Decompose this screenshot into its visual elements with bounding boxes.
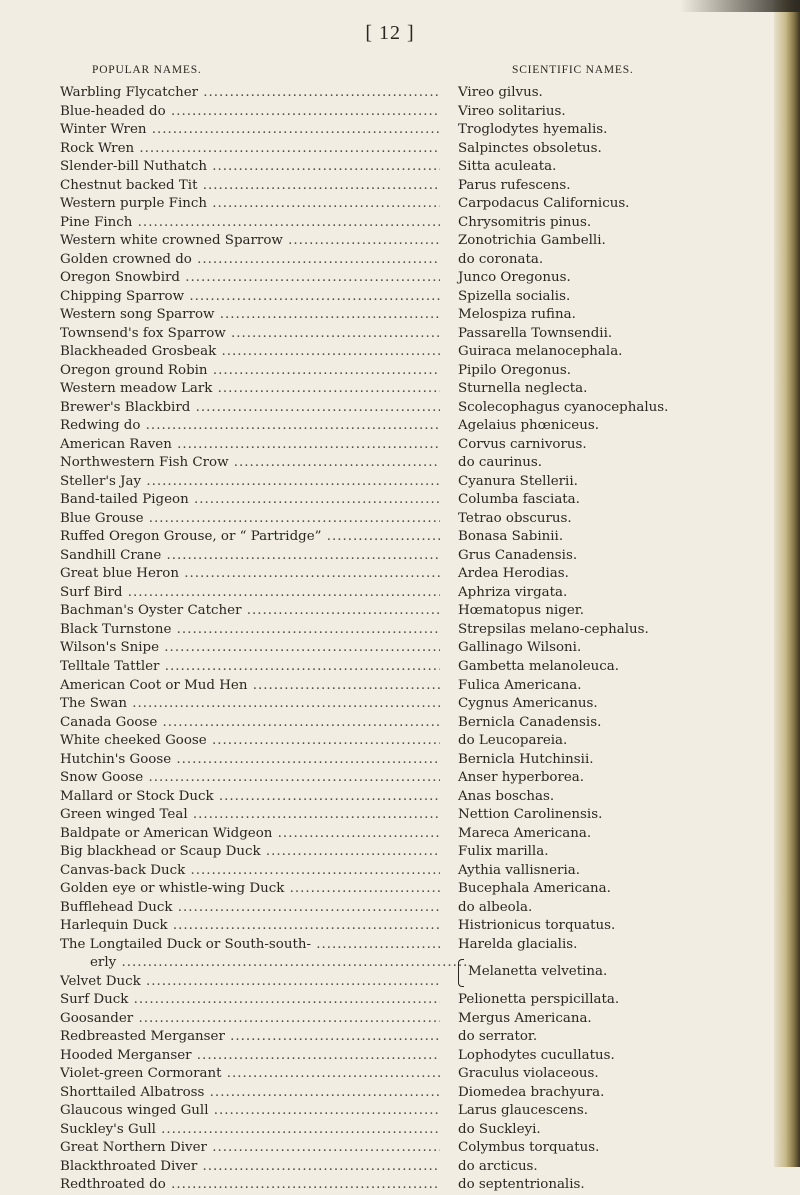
scientific-name: Parus rufescens.	[458, 177, 571, 193]
page-number: [ 12 ]	[365, 22, 415, 44]
popular-name: The Swan .....	[60, 695, 440, 714]
list-item	[60, 547, 790, 566]
scientific-name: Anser hyperborea.	[458, 770, 585, 786]
popular-name: Great blue Heron .....	[60, 565, 440, 584]
popular-name: Western white crowned Sparrow .....	[60, 232, 440, 251]
scientific-name: Gambetta melanoleuca.	[458, 658, 620, 674]
popular-name: Blue Grouse .....	[60, 510, 440, 529]
list-item	[60, 121, 790, 140]
scientific-name: Diomedea brachyura.	[458, 1084, 605, 1100]
popular-name: Redthroated do .....	[60, 1176, 440, 1195]
scientific-name: Lophodytes cucullatus.	[458, 1047, 615, 1063]
list-item	[60, 417, 790, 436]
list-item	[60, 862, 790, 881]
popular-name: Wilson's Snipe .....	[60, 639, 440, 658]
popular-name: Suckley's Gull .....	[60, 1121, 440, 1140]
popular-name: Ruffed Oregon Grouse, or “ Partridge” .....	[60, 528, 440, 547]
scientific-name: do serrator.	[458, 1029, 538, 1045]
scientific-name: Mareca Americana.	[458, 825, 592, 841]
list-item	[60, 103, 790, 122]
list-item	[60, 158, 790, 177]
scientific-name: Aphriza virgata.	[458, 584, 568, 600]
list-item	[60, 639, 790, 658]
scientific-name: Bonasa Sabinii.	[458, 529, 564, 545]
list-item	[60, 917, 790, 936]
scientific-name: Grus Canadensis.	[458, 547, 578, 563]
page-edge-top-shadow	[680, 0, 800, 12]
scientific-name: Graculus violaceous.	[458, 1066, 599, 1082]
list-item	[60, 306, 790, 325]
list-item	[60, 880, 790, 899]
scientific-name: Mergus Americana.	[458, 1010, 592, 1026]
popular-name: Surf Bird .....	[60, 584, 440, 603]
scientific-name: Anas boschas.	[458, 788, 555, 804]
scientific-name: Junco Oregonus.	[458, 270, 571, 286]
scientific-name: Melanetta velvetina.	[468, 964, 608, 980]
scientific-name: Hœmatopus niger.	[458, 603, 584, 619]
popular-name: erly .....	[60, 954, 470, 973]
scientific-name: Vireo solitarius.	[458, 103, 566, 119]
list-item	[60, 1010, 790, 1029]
scientific-name: do arcticus.	[458, 1158, 538, 1174]
popular-name: Surf Duck .....	[60, 991, 440, 1010]
popular-name: Warbling Flycatcher .....	[60, 84, 440, 103]
list-item	[60, 362, 790, 381]
popular-name: Big blackhead or Scaup Duck .....	[60, 843, 440, 862]
column-headers	[60, 64, 750, 80]
header-popular-names: POPULAR NAMES.	[92, 64, 202, 76]
list-item	[60, 251, 790, 270]
popular-name: Oregon Snowbird .....	[60, 269, 440, 288]
scientific-name: Bernicla Hutchinsii.	[458, 751, 594, 767]
popular-name: Velvet Duck .....	[60, 973, 440, 992]
list-item	[60, 843, 790, 862]
list-item-continuation	[60, 954, 790, 980]
scientific-name: Sitta aculeata.	[458, 159, 557, 175]
scientific-name: Aythia vallisneria.	[458, 862, 580, 878]
list-item	[60, 621, 790, 640]
popular-name: Pine Finch .....	[60, 214, 440, 233]
popular-name: Western song Sparrow .....	[60, 306, 440, 325]
scientific-name: do Suckleyi.	[458, 1121, 541, 1137]
list-item	[60, 788, 790, 807]
scientific-name: Harelda glacialis.	[458, 936, 578, 952]
scientific-name: do albeola.	[458, 899, 533, 915]
popular-name: Violet-green Cormorant .....	[60, 1065, 440, 1084]
popular-name: American Coot or Mud Hen .....	[60, 677, 440, 696]
list-item	[60, 1176, 790, 1195]
popular-name: Western meadow Lark .....	[60, 380, 440, 399]
list-item	[60, 195, 790, 214]
list-item	[60, 1102, 790, 1121]
list-item	[60, 510, 790, 529]
header-scientific-names: SCIENTIFIC NAMES.	[512, 64, 634, 76]
popular-name: Northwestern Fish Crow .....	[60, 454, 440, 473]
list-item	[60, 1047, 790, 1066]
popular-name: Great Northern Diver .....	[60, 1139, 440, 1158]
scientific-name: Scolecophagus cyanocephalus.	[458, 399, 669, 415]
scientific-name: Bernicla Canadensis.	[458, 714, 602, 730]
popular-name: Blackthroated Diver .....	[60, 1158, 440, 1177]
list-item	[60, 269, 790, 288]
list-item	[60, 1121, 790, 1140]
scientific-name: Troglodytes hyemalis.	[458, 122, 608, 138]
list-item	[60, 602, 790, 621]
popular-name: Snow Goose .....	[60, 769, 440, 788]
list-item	[60, 1065, 790, 1084]
popular-name: Bachman's Oyster Catcher .....	[60, 602, 440, 621]
list-item	[60, 325, 790, 344]
popular-name: Band-tailed Pigeon .....	[60, 491, 440, 510]
list-item	[60, 565, 790, 584]
list-item	[60, 177, 790, 196]
popular-name: Black Turnstone .....	[60, 621, 440, 640]
scientific-name: Nettion Carolinensis.	[458, 807, 603, 823]
scientific-name: Colymbus torquatus.	[458, 1140, 600, 1156]
names-list	[60, 84, 790, 1195]
scientific-name: Corvus carnivorus.	[458, 436, 587, 452]
scientific-name: Fulix marilla.	[458, 844, 549, 860]
scientific-name: Chrysomitris pinus.	[458, 214, 592, 230]
list-item	[60, 769, 790, 788]
scientific-name: do Leucopareia.	[458, 733, 568, 749]
popular-name: Townsend's fox Sparrow .....	[60, 325, 440, 344]
popular-name: Goosander .....	[60, 1010, 440, 1029]
popular-name: Glaucous winged Gull .....	[60, 1102, 440, 1121]
popular-name: Western purple Finch .....	[60, 195, 440, 214]
scientific-name: Melospiza rufina.	[458, 307, 576, 323]
list-item	[60, 714, 790, 733]
list-item	[60, 140, 790, 159]
list-item	[60, 343, 790, 362]
list-item	[60, 695, 790, 714]
list-item	[60, 1084, 790, 1103]
popular-name: Bufflehead Duck .....	[60, 899, 440, 918]
list-item	[60, 825, 790, 844]
list-item	[60, 677, 790, 696]
popular-name: Redbreasted Merganser .....	[60, 1028, 440, 1047]
list-item	[60, 380, 790, 399]
popular-name: Hutchin's Goose .....	[60, 751, 440, 770]
popular-name: Golden eye or whistle-wing Duck .....	[60, 880, 440, 899]
popular-name: Shorttailed Albatross .....	[60, 1084, 440, 1103]
list-item	[60, 973, 790, 992]
list-item	[60, 399, 790, 418]
popular-name: Slender-bill Nuthatch .....	[60, 158, 440, 177]
popular-name: Sandhill Crane .....	[60, 547, 440, 566]
scientific-name: Sturnella neglecta.	[458, 381, 588, 397]
popular-name: Chestnut backed Tit .....	[60, 177, 440, 196]
scientific-name: Columba fasciata.	[458, 492, 580, 508]
popular-name: The Longtailed Duck or South-south- .....	[60, 936, 440, 955]
scientific-name: Cyanura Stellerii.	[458, 473, 578, 489]
scientific-name: Carpodacus Californicus.	[458, 196, 630, 212]
scientific-name: Agelaius phœniceus.	[458, 418, 599, 434]
list-item	[60, 528, 790, 547]
scientific-name: Ardea Herodias.	[458, 566, 569, 582]
list-item	[60, 806, 790, 825]
popular-name: Canada Goose .....	[60, 714, 440, 733]
scientific-name: Gallinago Wilsoni.	[458, 640, 582, 656]
list-item	[60, 232, 790, 251]
popular-name: Redwing do .....	[60, 417, 440, 436]
list-item	[60, 1158, 790, 1177]
list-item	[60, 214, 790, 233]
scientific-name: Passarella Townsendii.	[458, 325, 613, 341]
scientific-name: Histrionicus torquatus.	[458, 918, 616, 934]
list-item	[60, 732, 790, 751]
scientific-name: Salpinctes obsoletus.	[458, 140, 602, 156]
list-item	[60, 84, 790, 103]
scientific-name: do septentrionalis.	[458, 1177, 585, 1193]
list-item	[60, 454, 790, 473]
scientific-name: Strepsilas melano-cephalus.	[458, 621, 649, 637]
popular-name: Oregon ground Robin .....	[60, 362, 440, 381]
popular-name: Steller's Jay .....	[60, 473, 440, 492]
scientific-name: Fulica Americana.	[458, 677, 582, 693]
scientific-name: Spizella socialis.	[458, 288, 571, 304]
popular-name: Rock Wren .....	[60, 140, 440, 159]
scientific-name: Zonotrichia Gambelli.	[458, 233, 606, 249]
popular-name: Golden crowned do .....	[60, 251, 440, 270]
popular-name: Telltale Tattler .....	[60, 658, 440, 677]
popular-name: Blackheaded Grosbeak .....	[60, 343, 440, 362]
list-item	[60, 658, 790, 677]
list-item	[60, 899, 790, 918]
list-item	[60, 491, 790, 510]
list-item	[60, 1028, 790, 1047]
popular-name: Baldpate or American Widgeon .....	[60, 825, 440, 844]
list-item	[60, 436, 790, 455]
popular-name: Blue-headed do .....	[60, 103, 440, 122]
popular-name: White cheeked Goose .....	[60, 732, 440, 751]
scientific-name: Pelionetta perspicillata.	[458, 992, 620, 1008]
scientific-name: Larus glaucescens.	[458, 1103, 588, 1119]
list-item	[60, 473, 790, 492]
list-item	[60, 1139, 790, 1158]
list-item	[60, 991, 790, 1010]
popular-name: American Raven .....	[60, 436, 440, 455]
scientific-name: Pipilo Oregonus.	[458, 362, 572, 378]
popular-name: Canvas-back Duck .....	[60, 862, 440, 881]
scientific-name: Bucephala Americana.	[458, 881, 611, 897]
popular-name: Green winged Teal .....	[60, 806, 440, 825]
scientific-name: Vireo gilvus.	[458, 85, 543, 100]
popular-name: Mallard or Stock Duck .....	[60, 788, 440, 807]
popular-name: Hooded Merganser .....	[60, 1047, 440, 1066]
scientific-name: Tetrao obscurus.	[458, 510, 572, 526]
popular-name: Chipping Sparrow .....	[60, 288, 440, 307]
list-item	[60, 936, 790, 955]
list-item	[60, 584, 790, 603]
list-item	[60, 751, 790, 770]
popular-name: Winter Wren .....	[60, 121, 440, 140]
scientific-name: Guiraca melanocephala.	[458, 344, 623, 360]
popular-name: Brewer's Blackbird .....	[60, 399, 440, 418]
popular-name: Harlequin Duck .....	[60, 917, 440, 936]
list-item	[60, 288, 790, 307]
scientific-name: do caurinus.	[458, 455, 543, 471]
scientific-name: do coronata.	[458, 251, 544, 267]
scientific-name: Cygnus Americanus.	[458, 696, 598, 712]
